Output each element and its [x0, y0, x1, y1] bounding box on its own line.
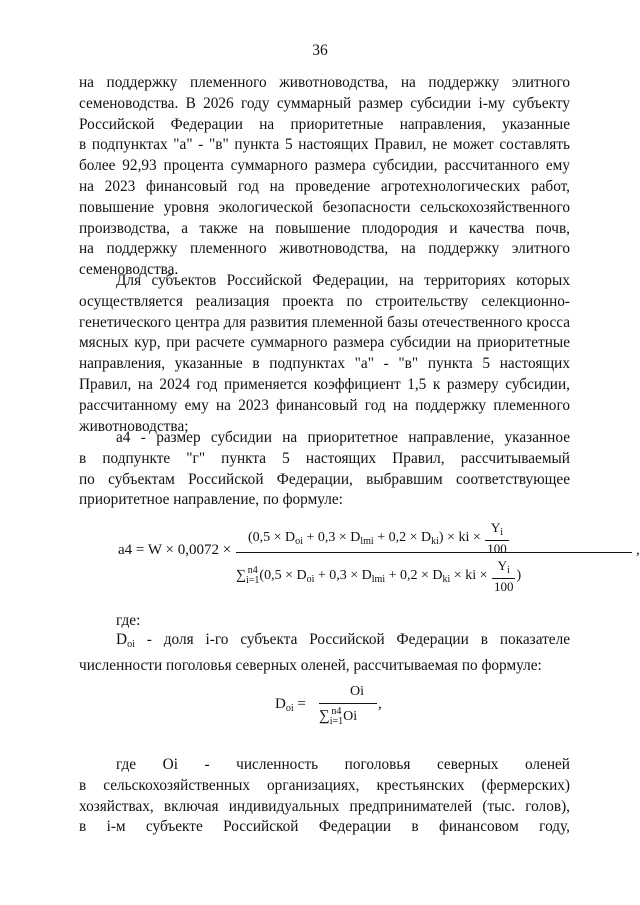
text-line: в сельскохозяйственных организациях, крестьянских (фермерских): [79, 776, 570, 794]
text-line: в подпунктах "а" - "в" пункта 5 настоящих Правил, не может составлять: [79, 136, 570, 154]
text-line: хозяйствах, включая индивидуальных предпринимателей (тыс. голов),: [79, 797, 570, 815]
text-line: мясных кур, при расчете суммарного размера субсидии на приоритетные: [79, 334, 570, 352]
formula-lhs: $D_{oi}$ =: [275, 696, 306, 714]
fraction-yi-100: $\frac{Y_i}{100}$: [487, 520, 507, 556]
paragraph-continuation: [79, 73, 570, 281]
text-line: $D_{oi}$ - доля i-го субъекта Российской Федерации в показателе: [116, 631, 570, 650]
text-line: на 2023 финансовый год на проведение агротехнологических работ,: [79, 177, 570, 195]
paragraph-breeding-center: [79, 271, 570, 437]
text-line: животноводства;: [79, 417, 189, 435]
text-line: повышение уровня экологической безопасности сельскохозяйственного: [79, 198, 570, 216]
text-line: осуществляется реализация проекта по строительству селекционно-: [79, 292, 570, 310]
text-line: в подпункте "г" пункта 5 настоящих Правил, рассчитываемый: [79, 449, 570, 467]
text-line: а4 - размер субсидии на приоритетное направление, указанное: [116, 429, 570, 446]
text-line: на поддержку племенного животноводства, на поддержку элитного: [79, 74, 570, 91]
formula-lhs: a4 = W × 0,0072 ×: [118, 542, 232, 558]
formula-a4: [118, 520, 640, 594]
formula-doi: [275, 684, 395, 732]
fraction-yi-100: $\frac{Y_i}{100}$: [493, 558, 514, 594]
text-line: приоритетное направление, по формуле:: [79, 491, 343, 509]
text-line: Правил, на 2024 год применяется коэффициент 1,5 к размеру субсидии,: [79, 375, 570, 393]
text-line: семеноводства. В 2026 году суммарный размер субсидии i-му субъекту: [79, 94, 570, 112]
text-line: производства, а также на повышение плодородия и качества почв,: [79, 219, 570, 237]
formula-denominator: ∑ n4 i=1 Oi: [319, 706, 358, 727]
text-line: генетического центра для развития племенной базы отечественного кросса: [79, 313, 570, 331]
text-line: Российской Федерации на приоритетные направления, указанные: [79, 115, 570, 133]
fraction-bar: [319, 703, 377, 704]
text-line: где:: [116, 612, 141, 629]
text-line: в i-м субъекте Российской Федерации в финансовом году,: [79, 818, 570, 836]
text-line: где Oi - численность поголовья северных оленей: [116, 756, 570, 773]
fraction-bar: [236, 552, 632, 553]
text-line: семеноводства.: [79, 261, 179, 279]
formula-numerator: Oi: [350, 684, 364, 699]
where-label: [79, 611, 570, 632]
formula-comma: ,: [636, 542, 640, 558]
paragraph-oi: [79, 755, 570, 838]
text-line: на поддержку племенного животноводства, на поддержку элитного: [79, 240, 570, 258]
paragraph-a4: [79, 428, 570, 511]
text-line: рассчитанному ему на 2023 финансовый год на поддержку племенного: [79, 396, 570, 414]
sum-limits: n4 i=1: [245, 565, 260, 586]
page-number: 36: [312, 42, 328, 59]
formula-numerator: $(0,5 \times D_{oi} + 0,3 \times D_{lmi} + 0,2 \times D_{ki})$ × ki × $\frac{Y_i}{100}$: [248, 520, 507, 556]
text-line: Для субъектов Российской Федерации, на территориях которых: [116, 272, 570, 289]
text-line: по субъектам Российской Федерации, выбравшим соответствующее: [79, 470, 570, 488]
formula-denominator: ∑ n4 i=1 ($0,5 \times D_{oi} + 0,3 \times D_{lmi} + 0,2 \times D_{ki}$ × ki × $\frac{Y_i}{100}$ ): [236, 558, 522, 594]
text-line: численности поголовья северных оленей, рассчитываемая по формуле:: [79, 656, 542, 674]
formula-comma: ,: [378, 696, 382, 712]
paragraph-doi: [79, 630, 570, 677]
text-line: направления, указанные в подпунктах "а" - "в" пункта 5 настоящих: [79, 355, 570, 373]
text-line: более 92,93 процента суммарного размера субсидии, рассчитанного ему: [79, 157, 570, 175]
sum-limits: n4 i=1: [329, 706, 344, 727]
